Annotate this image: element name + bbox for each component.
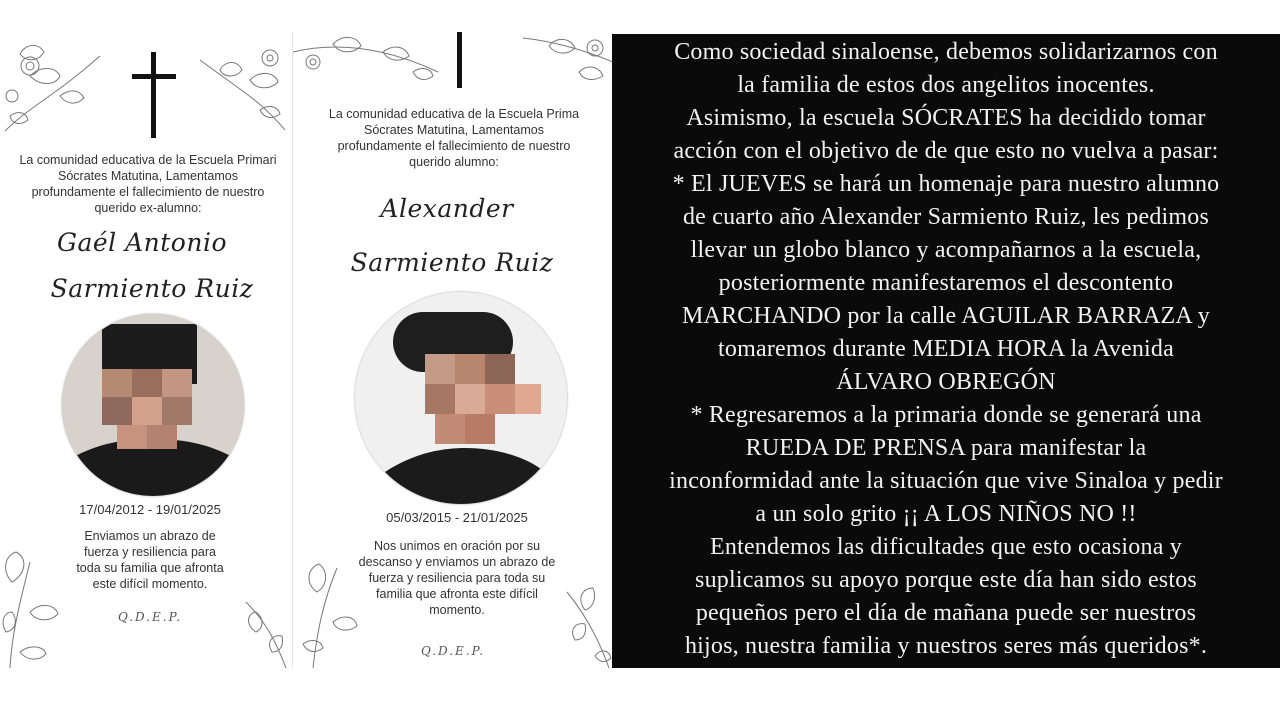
statement-line: MARCHANDO por la calle AGUILAR BARRAZA y [682, 303, 1210, 329]
statement-line: pequeños pero el día de mañana puede ser nuestros [695, 600, 1197, 626]
deceased-last-name: Sarmiento Ruiz [350, 248, 554, 277]
intro-line: La comunidad educativa de la Escuela Primari [19, 153, 277, 167]
statement-line: hijos, nuestra familia y nuestros seres más queridos*. [684, 633, 1208, 659]
message-line: fuerza y resiliencia para toda su [368, 571, 546, 585]
statement-line: * El JUEVES se hará un homenaje para nuestro alumno [672, 171, 1220, 197]
message-line: momento. [429, 603, 485, 617]
statement-line: RUEDA DE PRENSA para manifestar la [745, 435, 1147, 461]
statement-panel [612, 34, 1280, 668]
message-line: este difícil momento. [92, 577, 208, 591]
memorial-card-gael [0, 32, 292, 668]
statement-line: inconformidad ante la situación que vive Sinaloa y pedir [669, 468, 1223, 494]
life-dates: 17/04/2012 - 19/01/2025 [79, 502, 221, 517]
memorial-card-alexander [292, 32, 613, 668]
floral-ornament-icon [0, 36, 120, 146]
floral-ornament-icon [0, 542, 70, 668]
blurred-portrait [62, 314, 244, 496]
message-line: Nos unimos en oración por su [373, 539, 541, 553]
intro-line: Sócrates Matutina, Lamentamos [58, 169, 238, 183]
qdep-closing: Q.D.E.P. [117, 610, 183, 624]
blurred-portrait [355, 292, 567, 504]
deceased-first-name: Alexander [380, 194, 514, 223]
statement-line: de cuarto año Alexander Sarmiento Ruiz, les pedimos [682, 204, 1210, 230]
portrait-photo [62, 314, 244, 496]
statement-line: Como sociedad sinaloense, debemos solidarizarnos con [674, 39, 1218, 65]
floral-ornament-icon [293, 552, 363, 668]
statement-line: Asimismo, la escuela SÓCRATES ha decidido tomar [686, 105, 1206, 131]
intro-line: profundamente el fallecimiento de nuestro [337, 139, 571, 153]
intro-line: La comunidad educativa de la Escuela Prima [328, 107, 580, 121]
cross-icon [457, 32, 462, 88]
cross-icon-bar [132, 74, 176, 79]
message-line: familia que afronta este difícil [376, 587, 538, 601]
intro-text [295, 106, 613, 170]
intro-line: profundamente el fallecimiento de nuestro [31, 185, 265, 199]
intro-line: querido alumno: [409, 155, 499, 169]
message-line: fuerza y resiliencia para [83, 545, 216, 559]
intro-line: querido ex-alumno: [94, 201, 202, 215]
life-dates: 05/03/2015 - 21/01/2025 [386, 510, 528, 525]
intro-text [4, 152, 292, 216]
statement-line: tomaremos durante MEDIA HORA la Avenida [718, 336, 1174, 362]
statement-line: posteriormente manifestaremos el descontento [718, 270, 1174, 296]
statement-line: llevar un globo blanco y acompañarnos a la escuela, [690, 237, 1202, 263]
statement-line: Entendemos las dificultades que esto ocasiona y [710, 534, 1182, 560]
statement-line: a un solo grito ¡¡ A LOS NIÑOS NO !! [755, 501, 1137, 527]
portrait-photo [355, 292, 567, 504]
floral-ornament-icon [236, 592, 292, 668]
statement-line: suplicamos su apoyo porque este día han sido estos [695, 567, 1197, 593]
intro-line: Sócrates Matutina, Lamentamos [364, 123, 544, 137]
floral-ornament-icon [190, 40, 290, 140]
floral-ornament-icon [519, 32, 613, 98]
cross-icon [151, 52, 156, 138]
statement-line: * Regresaremos a la primaria donde se generará una [690, 402, 1202, 428]
floral-ornament-icon [555, 580, 613, 668]
statement-line: la familia de estos dos angelitos inocentes. [737, 72, 1155, 98]
message-line: Enviamos un abrazo de [84, 529, 216, 543]
qdep-closing: Q.D.E.P. [420, 644, 486, 658]
statement-line: ÁLVARO OBREGÓN [836, 369, 1056, 395]
deceased-last-name: Sarmiento Ruiz [50, 274, 254, 303]
message-line: descanso y enviamos un abrazo de [358, 555, 556, 569]
deceased-first-name: Gaél Antonio [56, 228, 227, 257]
message-line: toda su familia que afronta [76, 561, 224, 575]
floral-ornament-icon [293, 32, 443, 102]
statement-line: acción con el objetivo de de que esto no vuelva a pasar: [673, 138, 1219, 164]
